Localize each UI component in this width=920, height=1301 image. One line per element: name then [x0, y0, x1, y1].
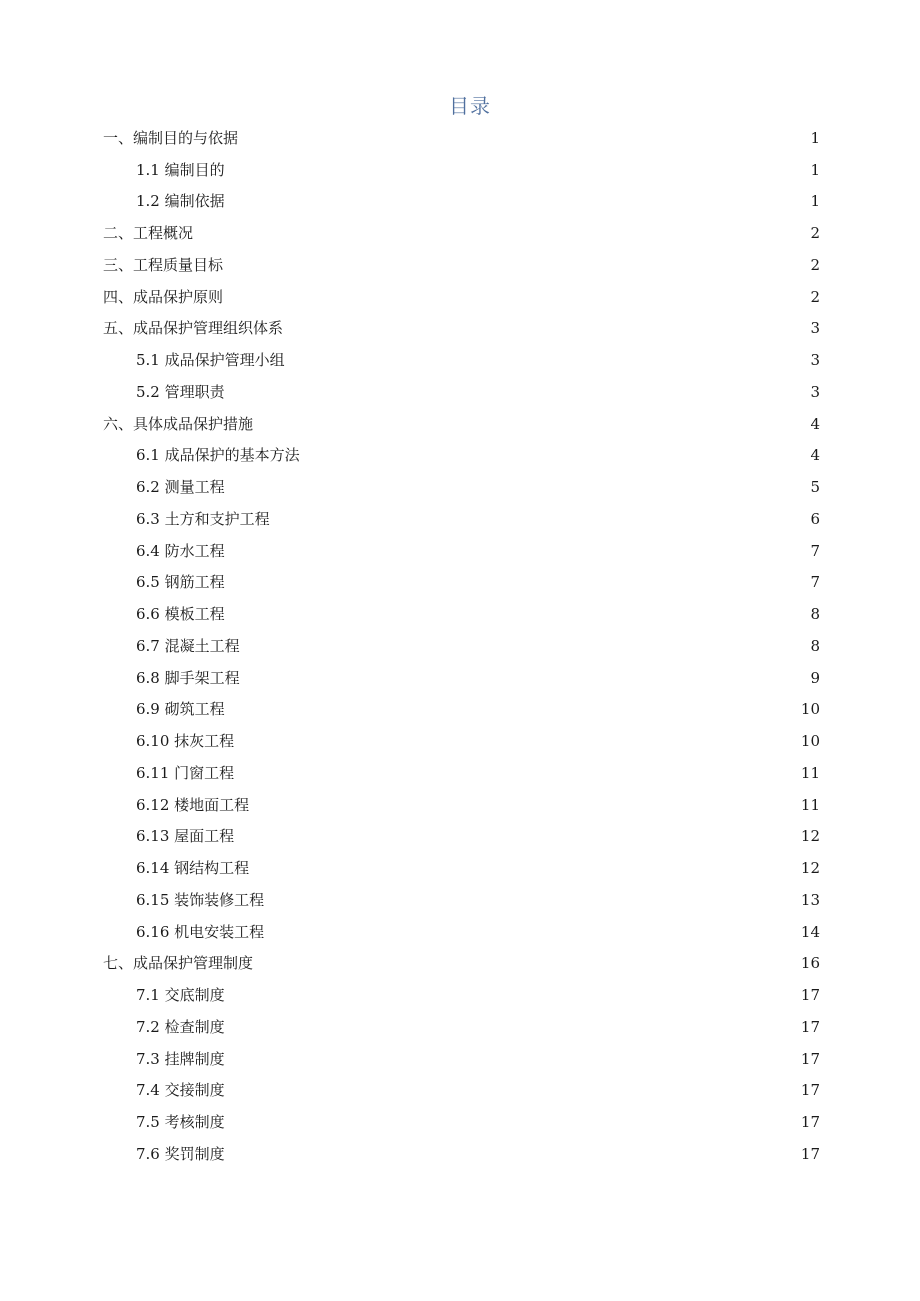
- dot-leader: [270, 890, 790, 910]
- toc-section-entry[interactable]: [0, 694, 920, 726]
- toc-entry-title[interactable]: 6.4 防水工程: [136, 541, 225, 560]
- toc-page-number[interactable]: 4: [810, 446, 820, 465]
- toc-entry-title[interactable]: 1.2 编制依据: [136, 192, 225, 211]
- toc-entry-title[interactable]: 6.9 砌筑工程: [136, 700, 225, 719]
- toc-chapter-entry[interactable]: [0, 249, 920, 281]
- dot-leader: [231, 572, 790, 592]
- toc-section-entry[interactable]: [0, 757, 920, 789]
- toc-section-entry[interactable]: [0, 725, 920, 757]
- toc-entry-title[interactable]: 6.6 模板工程: [136, 605, 225, 624]
- dot-leader: [231, 1144, 790, 1164]
- dot-leader: [240, 763, 790, 783]
- toc-entry-title[interactable]: 6.1 成品保护的基本方法: [136, 446, 300, 465]
- toc-entry-title[interactable]: 三、工程质量目标: [103, 255, 224, 274]
- dot-leader: [246, 636, 790, 656]
- dot-leader: [231, 541, 790, 561]
- table-of-contents: [0, 122, 920, 1170]
- toc-page-number[interactable]: 6: [810, 509, 820, 528]
- toc-page-number[interactable]: 3: [810, 351, 820, 370]
- toc-section-entry[interactable]: [0, 376, 920, 408]
- toc-page-number[interactable]: 17: [800, 1017, 820, 1036]
- toc-page-number[interactable]: 8: [810, 636, 820, 655]
- toc-page-number[interactable]: 11: [800, 763, 820, 782]
- toc-page-number[interactable]: 13: [800, 890, 820, 909]
- toc-entry-title[interactable]: 七、成品保护管理制度: [103, 954, 254, 973]
- toc-page-number[interactable]: 5: [810, 478, 820, 497]
- dot-leader: [231, 191, 790, 211]
- toc-page-number[interactable]: 10: [800, 732, 820, 751]
- toc-entry-title[interactable]: 7.3 挂牌制度: [136, 1049, 225, 1068]
- dot-leader: [231, 1017, 790, 1037]
- toc-entry-title[interactable]: 一、编制目的与依据: [103, 128, 239, 147]
- toc-section-entry[interactable]: [0, 598, 920, 630]
- toc-entry-title[interactable]: 6.16 机电安装工程: [136, 922, 265, 941]
- toc-entry-title[interactable]: 7.6 奖罚制度: [136, 1144, 225, 1163]
- dot-leader: [255, 795, 790, 815]
- toc-section-entry[interactable]: [0, 344, 920, 376]
- toc-entry-title[interactable]: 二、工程概况: [103, 224, 194, 243]
- toc-entry-title[interactable]: 6.7 混凝土工程: [136, 636, 240, 655]
- dot-leader: [255, 858, 790, 878]
- toc-section-entry[interactable]: [0, 979, 920, 1011]
- toc-section-entry[interactable]: [0, 1106, 920, 1138]
- toc-entry-title[interactable]: 6.2 测量工程: [136, 478, 225, 497]
- toc-section-entry[interactable]: [0, 789, 920, 821]
- toc-page-number[interactable]: 3: [810, 319, 820, 338]
- toc-page-number[interactable]: 2: [810, 287, 820, 306]
- dot-leader: [231, 382, 790, 402]
- dot-leader: [246, 668, 790, 688]
- toc-page-number[interactable]: 10: [800, 700, 820, 719]
- dot-leader: [199, 223, 790, 243]
- toc-section-entry[interactable]: [0, 1075, 920, 1107]
- toc-entry-title[interactable]: 6.11 门窗工程: [136, 763, 235, 782]
- toc-page-number[interactable]: 14: [800, 922, 820, 941]
- toc-section-entry[interactable]: [0, 1138, 920, 1170]
- toc-section-entry[interactable]: [0, 567, 920, 599]
- dot-leader: [231, 985, 790, 1005]
- toc-chapter-entry[interactable]: [0, 408, 920, 440]
- toc-entry-title[interactable]: 6.14 钢结构工程: [136, 859, 250, 878]
- dot-leader: [231, 1049, 790, 1069]
- toc-section-entry[interactable]: [0, 884, 920, 916]
- toc-page-number[interactable]: 2: [810, 224, 820, 243]
- dot-leader: [244, 128, 790, 148]
- dot-leader: [231, 160, 790, 180]
- toc-chapter-entry[interactable]: [0, 948, 920, 980]
- toc-page-number[interactable]: 7: [810, 541, 820, 560]
- dot-leader: [289, 318, 790, 338]
- toc-section-entry[interactable]: [0, 503, 920, 535]
- toc-chapter-entry[interactable]: [0, 217, 920, 249]
- dot-leader: [276, 509, 790, 529]
- toc-entry-title[interactable]: 7.4 交接制度: [136, 1081, 225, 1100]
- toc-entry-title[interactable]: 7.2 检查制度: [136, 1017, 225, 1036]
- dot-leader: [291, 350, 790, 370]
- toc-chapter-entry[interactable]: [0, 122, 920, 154]
- toc-title: 目录: [449, 94, 491, 118]
- toc-entry-title[interactable]: 6.10 抹灰工程: [136, 732, 235, 751]
- toc-page-number[interactable]: 4: [810, 414, 820, 433]
- dot-leader: [229, 287, 790, 307]
- toc-entry-title[interactable]: 5.1 成品保护管理小组: [136, 351, 285, 370]
- toc-entry-title[interactable]: 六、具体成品保护措施: [103, 414, 254, 433]
- dot-leader: [259, 953, 790, 973]
- dot-leader: [240, 826, 790, 846]
- toc-section-entry[interactable]: [0, 1011, 920, 1043]
- toc-section-entry[interactable]: [0, 535, 920, 567]
- toc-section-entry[interactable]: [0, 471, 920, 503]
- toc-entry-title[interactable]: 四、成品保护原则: [103, 287, 224, 306]
- toc-section-entry[interactable]: [0, 662, 920, 694]
- toc-page-number[interactable]: 17: [800, 1144, 820, 1163]
- toc-page-number[interactable]: 12: [800, 859, 820, 878]
- dot-leader: [231, 477, 790, 497]
- toc-section-entry[interactable]: [0, 440, 920, 472]
- toc-page-number[interactable]: 16: [800, 954, 820, 973]
- toc-chapter-entry[interactable]: [0, 281, 920, 313]
- toc-page-number[interactable]: 17: [800, 1081, 820, 1100]
- toc-entry-title[interactable]: 6.3 土方和支护工程: [136, 509, 270, 528]
- toc-page-number[interactable]: 1: [810, 160, 820, 179]
- dot-leader: [240, 731, 790, 751]
- toc-page-number[interactable]: 8: [810, 605, 820, 624]
- dot-leader: [306, 445, 790, 465]
- toc-entry-title[interactable]: 6.5 钢筋工程: [136, 573, 225, 592]
- toc-page-number[interactable]: 9: [810, 668, 820, 687]
- toc-entry-title[interactable]: 6.13 屋面工程: [136, 827, 235, 846]
- toc-entry-title[interactable]: 5.2 管理职责: [136, 382, 225, 401]
- toc-entry-title[interactable]: 6.15 装饰装修工程: [136, 890, 265, 909]
- toc-section-entry[interactable]: [0, 186, 920, 218]
- toc-page-number[interactable]: 7: [810, 573, 820, 592]
- toc-entry-title[interactable]: 7.1 交底制度: [136, 986, 225, 1005]
- toc-section-entry[interactable]: [0, 630, 920, 662]
- toc-entry-title[interactable]: 6.8 脚手架工程: [136, 668, 240, 687]
- toc-entry-title[interactable]: 6.12 楼地面工程: [136, 795, 250, 814]
- toc-section-entry[interactable]: [0, 821, 920, 853]
- toc-page-number[interactable]: 2: [810, 255, 820, 274]
- toc-page-number[interactable]: 12: [800, 827, 820, 846]
- toc-page-number[interactable]: 1: [810, 192, 820, 211]
- dot-leader: [259, 414, 790, 434]
- toc-entry-title[interactable]: 五、成品保护管理组织体系: [103, 319, 284, 338]
- toc-page-number[interactable]: 1: [810, 128, 820, 147]
- toc-page-number[interactable]: 3: [810, 382, 820, 401]
- dot-leader: [231, 1112, 790, 1132]
- toc-section-entry[interactable]: [0, 1043, 920, 1075]
- dot-leader: [231, 604, 790, 624]
- dot-leader: [270, 922, 790, 942]
- toc-entry-title[interactable]: 7.5 考核制度: [136, 1113, 225, 1132]
- toc-page-number[interactable]: 11: [800, 795, 820, 814]
- dot-leader: [231, 1080, 790, 1100]
- dot-leader: [231, 699, 790, 719]
- toc-section-entry[interactable]: [0, 154, 920, 186]
- dot-leader: [229, 255, 790, 275]
- toc-section-entry[interactable]: [0, 916, 920, 948]
- toc-chapter-entry[interactable]: [0, 313, 920, 345]
- toc-section-entry[interactable]: [0, 852, 920, 884]
- toc-page-number[interactable]: 17: [800, 986, 820, 1005]
- toc-page-number[interactable]: 17: [800, 1049, 820, 1068]
- toc-page-number[interactable]: 17: [800, 1113, 820, 1132]
- toc-entry-title[interactable]: 1.1 编制目的: [136, 160, 225, 179]
